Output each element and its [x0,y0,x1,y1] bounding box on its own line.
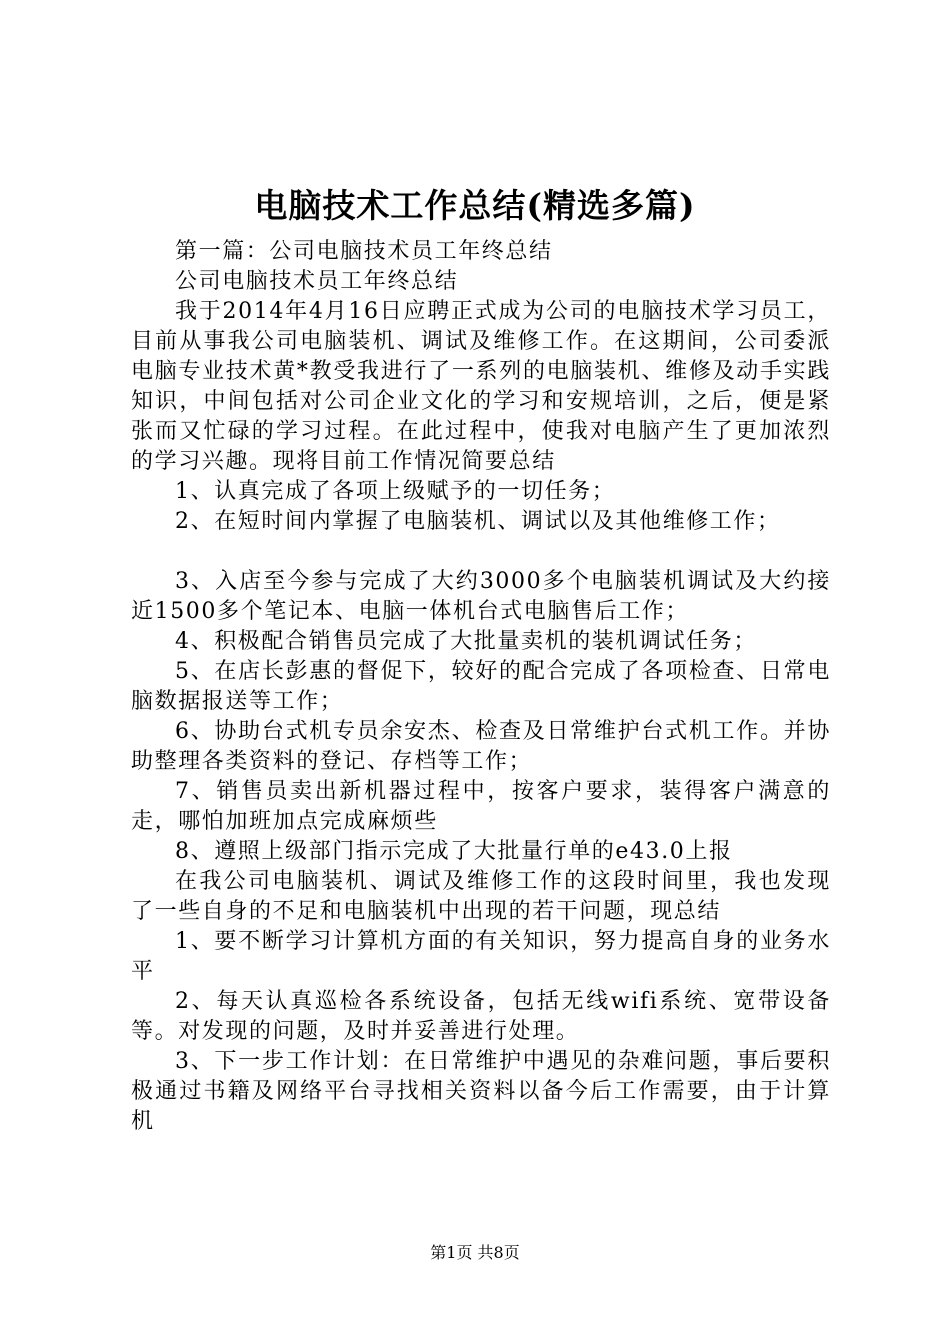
list-item-5: 5、在店长彭惠的督促下，较好的配合完成了各项检查、日常电脑数据报送等工作； [131,659,831,714]
document-title: 电脑技术工作总结(精选多篇) [254,186,696,225]
problem-item-2: 2、每天认真巡检各系统设备，包括无线wifi系统、宽带设备等。对发现的问题，及时并妥善进行处理。 [131,989,831,1044]
list-item-2: 2、在短时间内掌握了电脑装机、调试以及其他维修工作； [175,509,781,534]
problem-item-1: 1、要不断学习计算机方面的有关知识，努力提高自身的业务水平 [131,929,831,984]
list-item-3: 3、入店至今参与完成了大约3000多个电脑装机调试及大约接近1500多个笔记本、电脑一体机台式电脑售后工作； [131,569,831,624]
intro-paragraph: 我于2014年4月16日应聘正式成为公司的电脑技术学习员工，目前从事我公司电脑装机、调试及维修工作。在这期间，公司委派电脑专业技术黄*教受我进行了一系列的电脑装机、维修及动手实践知识，中间包括对公司企业文化的学习和安规培训，之后，便是紧张而又忙碌的学习过程。在此过程中，使我对电脑产生了更加浓烈的学习兴趣。现将目前工作情况简要总结 [131,299,831,474]
list-item-1: 1、认真完成了各项上级赋予的一切任务； [175,479,616,504]
problem-item-3: 3、下一步工作计划：在日常维护中遇见的杂难问题，事后要积极通过书籍及网络平台寻找相关资料以备今后工作需要，由于计算机 [131,1049,831,1134]
page-footer: 第1页 共8页 [430,1243,520,1262]
paragraph-gap [131,537,831,567]
subheading: 公司电脑技术员工年终总结 [175,269,459,294]
list-item-6: 6、协助台式机专员余安杰、检查及日常维护台式机工作。并协助整理各类资料的登记、存档等工作； [131,719,831,774]
list-item-4: 4、积极配合销售员完成了大批量卖机的装机调试任务； [175,629,757,654]
document-body [131,237,831,1137]
problems-paragraph: 在我公司电脑装机、调试及维修工作的这段时间里，我也发现了一些自身的不足和电脑装机中出现的若干问题，现总结 [131,869,831,924]
list-item-7: 7、销售员卖出新机器过程中，按客户要求，装得客户满意的走，哪怕加班加点完成麻烦些 [131,779,831,834]
list-item-8: 8、遵照上级部门指示完成了大批量行单的e43.0上报 [175,839,733,864]
section-heading: 第一篇：公司电脑技术员工年终总结 [175,239,553,264]
